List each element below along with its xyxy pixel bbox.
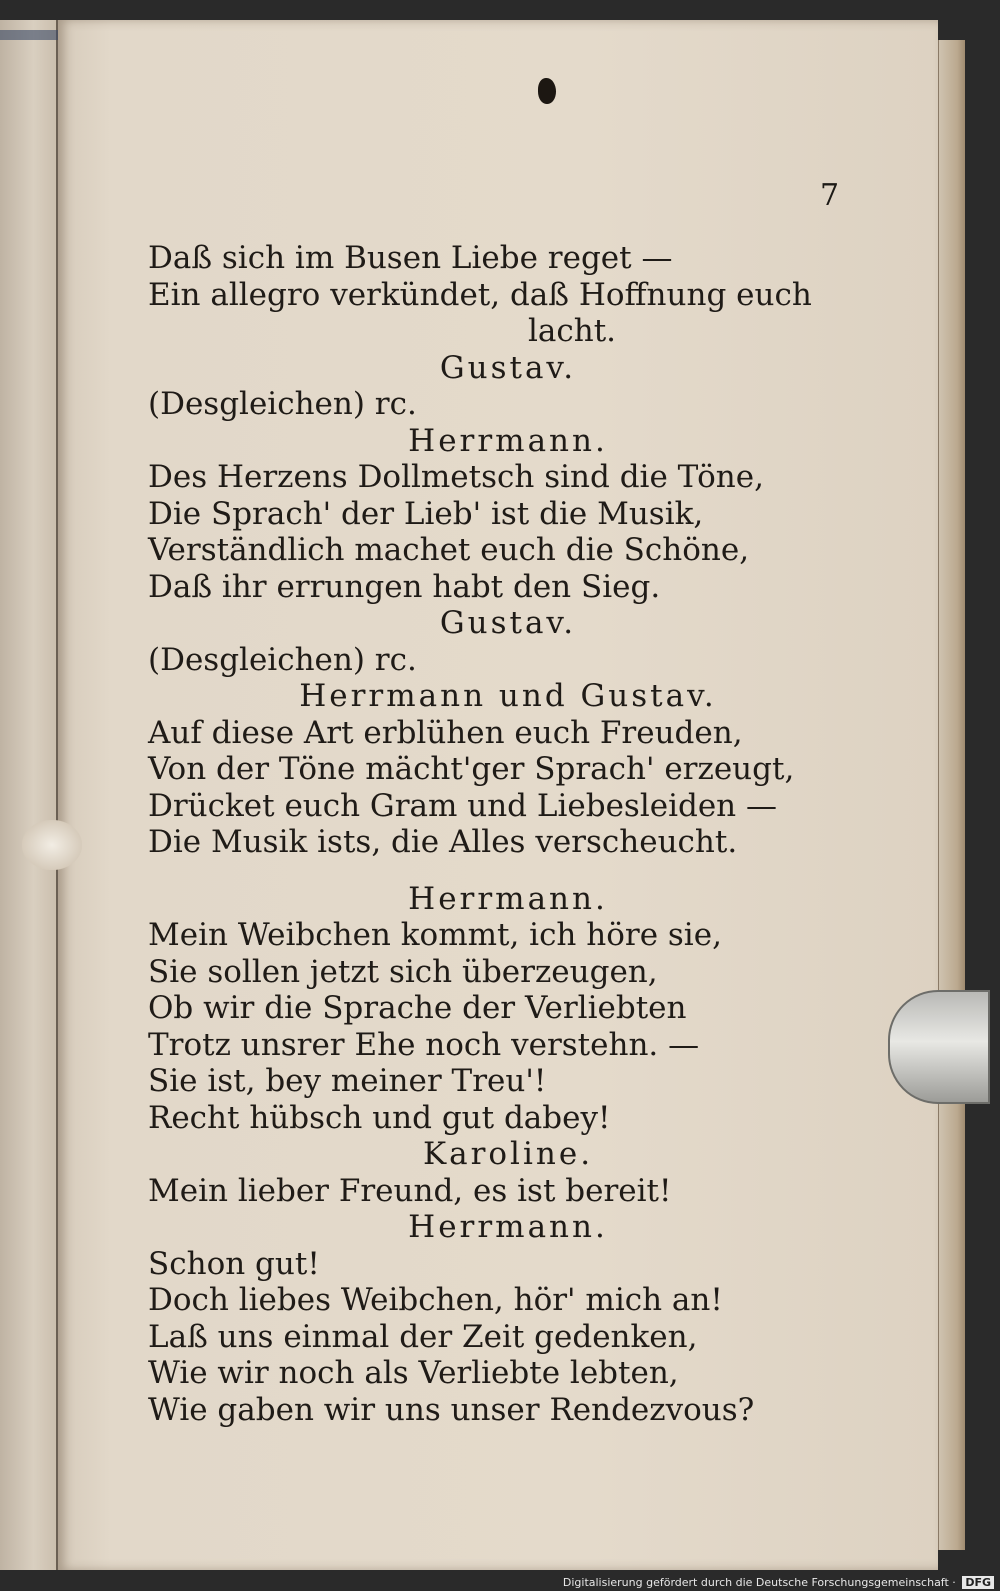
book-binding [0,20,58,1570]
page-stack-edge [938,40,965,1550]
page-number: 7 [820,178,840,213]
ink-blot [538,78,556,104]
text-line: Daß ihr errungen habt den Sieg. [148,568,661,605]
text-line: Ob wir die Sprache der Verliebten [148,990,687,1026]
dfg-logo: DFG [962,1576,994,1589]
text-line: Des Herzens Dollmetsch sind die Töne, [148,459,764,495]
paper-tear [22,820,82,870]
text-line: Verständlich machet euch die Schöne, [148,532,750,568]
page-clip [888,990,990,1104]
speaker-name: Herrmann. [408,422,608,459]
text-line: Sie ist, bey meiner Treu'! [148,1063,547,1099]
speaker-name: Herrmann und Gustav. [299,678,717,714]
text-line: (Desgleichen) rc. [148,641,417,678]
text-line: Mein lieber Freund, es ist bereit! [148,1172,672,1209]
footer-credit: Digitalisierung gefördert durch die Deutsche Forschungsgemeinschaft · DFG [563,1576,994,1589]
text-line: Laß uns einmal der Zeit gedenken, [148,1318,698,1355]
text-line: Sie sollen jetzt sich überzeugen, [148,953,658,990]
text-line-continuation: lacht. [528,313,617,349]
text-line: Schon gut! [148,1245,320,1282]
text-line: Trotz unsrer Ehe noch verstehn. — [148,1026,700,1063]
speaker-name: Herrmann. [408,1209,608,1245]
text-line: Wie wir noch als Verliebte lebten, [148,1355,679,1391]
text-line: Die Sprach' der Lieb' ist die Musik, [148,495,704,532]
speaker-name: Herrmann. [408,880,608,917]
speaker-name: Gustav. [439,605,577,641]
stanza-gap [148,861,868,881]
text-line: (Desgleichen) rc. [148,386,417,422]
speaker-name: Karoline. [422,1136,594,1172]
binding-cover-edge [0,30,60,40]
text-line: Daß sich im Busen Liebe reget — [148,240,673,276]
text-line: Drücket euch Gram und Liebesleiden — [148,787,778,824]
text-line: Recht hübsch und gut dabey! [148,1099,611,1136]
text-line: Die Musik ists, die Alles verscheucht. [148,824,738,860]
speaker-name: Gustav. [439,349,577,386]
footer-text: Digitalisierung gefördert durch die Deutsche Forschungsgemeinschaft [562,1576,949,1589]
text-line: Mein Weibchen kommt, ich höre sie, [148,917,722,953]
text-line: Auf diese Art erblühen euch Freuden, [148,714,743,751]
text-line: Ein allegro verkündet, daß Hoffnung euch [148,276,812,313]
text-line: Doch liebes Weibchen, hör' mich an! [148,1282,723,1318]
poem-text [148,240,868,1428]
text-line: Von der Töne mächt'ger Sprach' erzeugt, [148,751,795,787]
text-line: Wie gaben wir uns unser Rendezvous? [148,1391,755,1428]
